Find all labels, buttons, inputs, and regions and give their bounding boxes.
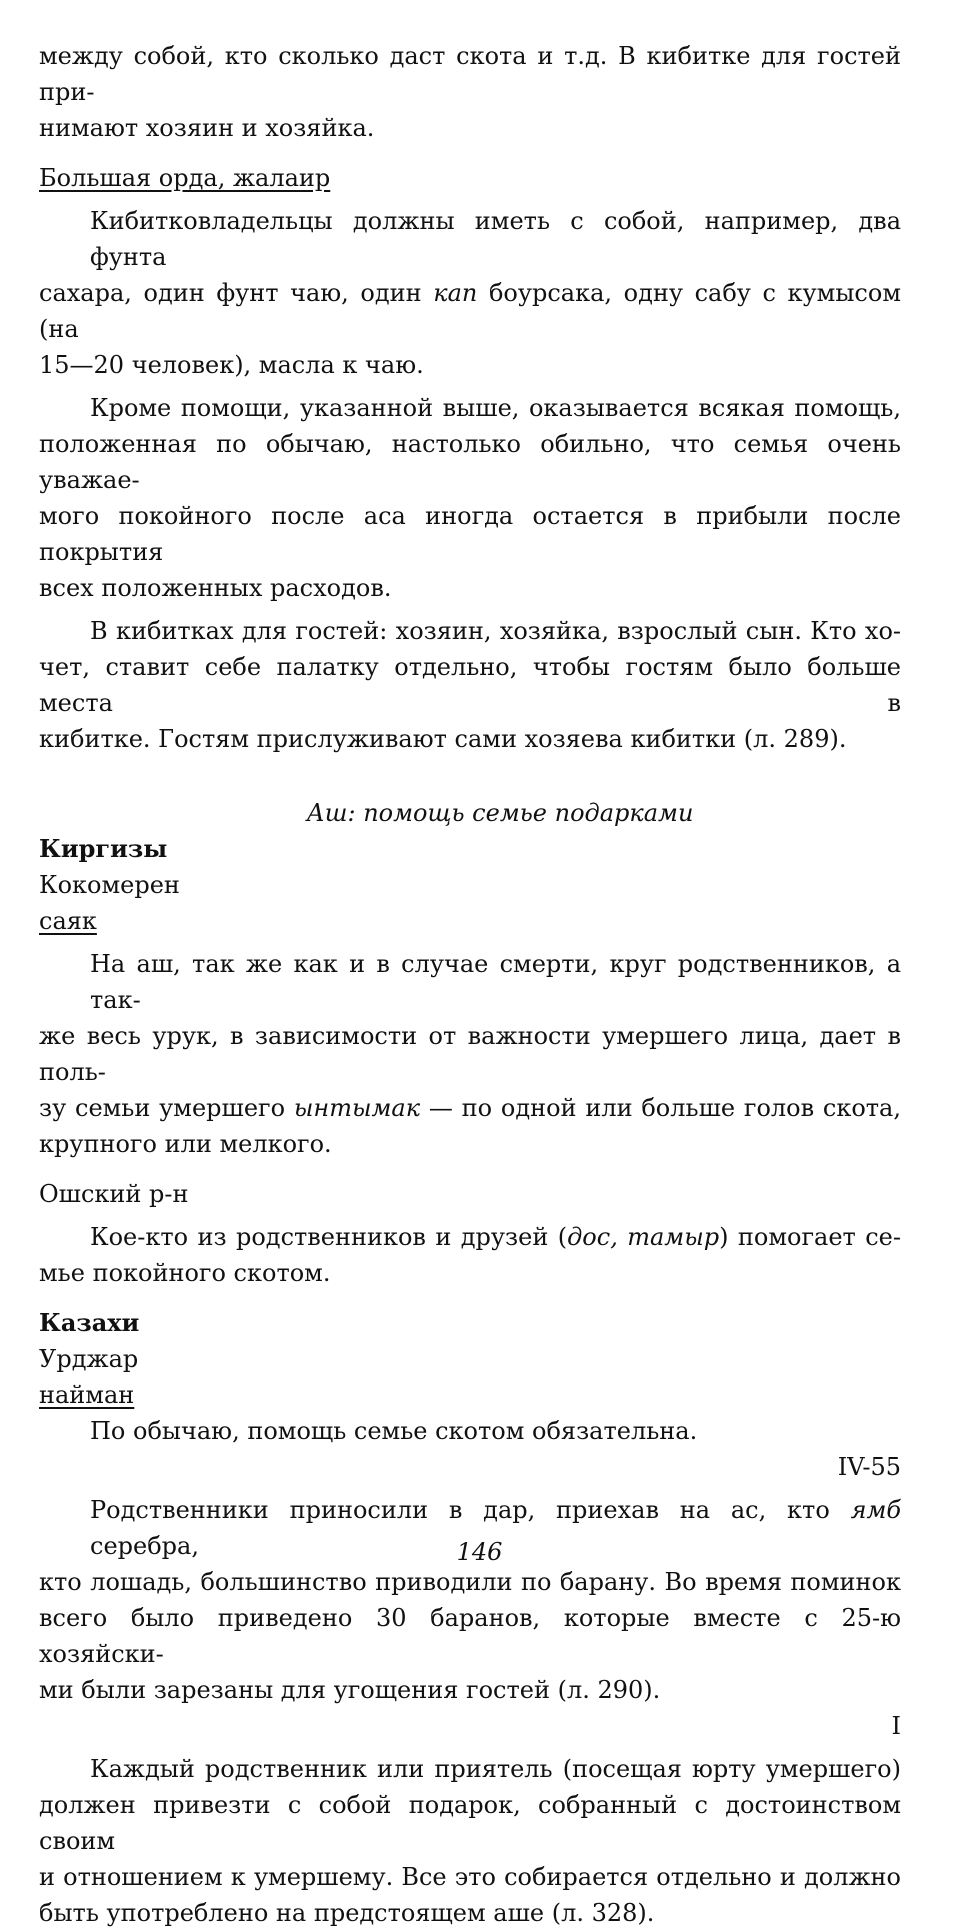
text-line: кто лошадь, большинство приводили по барану. Во время поминок	[39, 1568, 901, 1596]
paragraph-3	[39, 390, 901, 606]
text-line: 15—20 человек), масла к чаю.	[39, 351, 424, 379]
text-run: ) помогает се-	[719, 1223, 901, 1251]
section-title: Аш: помощь семье подарками	[306, 799, 694, 827]
text-line: крупного или мелкого.	[39, 1130, 332, 1158]
text-line: нимают хозяин и хозяйка.	[39, 114, 375, 142]
text-run: боурсака, одну сабу с кумысом (на	[39, 279, 901, 343]
text-line: положенная по обычаю, настолько обильно, что семья очень уважае-	[39, 430, 901, 494]
text-run: сахара, один фунт чаю, один	[39, 279, 434, 307]
reference-code: IV-55	[837, 1453, 901, 1481]
text-line: ми были зарезаны для угощения гостей (л. 290).	[39, 1676, 661, 1704]
text-line: между собой, кто сколько даст скота и т.д. В кибитке для гостей при-	[39, 42, 901, 106]
text-line: должен привезти с собой подарок, собранный с достоинством своим	[39, 1791, 901, 1855]
paragraph-9	[39, 1751, 901, 1931]
paragraph-1	[39, 38, 901, 146]
text-line: кибитке. Гостям прислуживают сами хозяева кибитки (л. 289).	[39, 725, 847, 753]
text-line: же весь урук, в зависимости от важности умершего лица, дает в поль-	[39, 1022, 901, 1086]
text-run: зу семьи умершего	[39, 1094, 294, 1122]
text-line: всего было приведено 30 баранов, которые вместе с 25-ю хозяйски-	[39, 1604, 901, 1668]
paragraph-7: По обычаю, помощь семье скотом обязательна.	[90, 1417, 698, 1445]
text-line: всех положенных расходов.	[39, 574, 392, 602]
group-kirgiz	[39, 831, 901, 939]
text-run: Родственники приносили в дар, приехав на ас, кто	[90, 1496, 851, 1524]
text-line: быть употреблено на предстоящем аше (л. 328).	[39, 1899, 655, 1927]
text-line: мье покойного скотом.	[39, 1259, 331, 1287]
page-body	[39, 38, 901, 1931]
place-heading: Урджар	[39, 1345, 139, 1373]
people-heading: Казахи	[39, 1308, 140, 1337]
text-run: — по одной или больше голов скота,	[420, 1094, 901, 1122]
text-run: серебра,	[90, 1532, 199, 1560]
location-heading-osh: Ошский р-н	[39, 1180, 189, 1208]
text-line: мого покойного после аса иногда остается в прибыли после покрытия	[39, 502, 901, 566]
text-line: На аш, так же как и в случае смерти, круг родственников, а так-	[90, 950, 901, 1014]
paragraph-6	[39, 1219, 901, 1291]
term-yamb: ямб	[850, 1496, 901, 1524]
text-line: Каждый родственник или приятель (посещая юрту умершего)	[90, 1755, 901, 1783]
paragraph-4	[39, 613, 901, 757]
place-heading: Кокомерен	[39, 871, 180, 899]
paragraph-5	[39, 946, 901, 1162]
text-line	[39, 1090, 901, 1126]
people-heading: Киргизы	[39, 834, 168, 863]
text-line: чет, ставит себе палатку отдельно, чтобы гостям было больше места в	[39, 653, 901, 717]
term-dos-tamyr: дос, тамыр	[567, 1223, 720, 1251]
tribe-heading: найман	[39, 1381, 135, 1409]
text-line: и отношением к умершему. Все это собирается отдельно и должно	[39, 1863, 901, 1891]
group-kazakh	[39, 1305, 901, 1413]
location-heading-big-horde: Большая орда, жалаир	[39, 164, 331, 192]
paragraph-8	[39, 1492, 901, 1708]
text-line: В кибитках для гостей: хозяин, хозяйка, взрослый сын. Кто хо-	[90, 617, 901, 645]
term-yntymak: ынтымак	[293, 1094, 421, 1122]
text-run: Кое-кто из родственников и друзей (	[90, 1223, 568, 1251]
reference-code: I	[891, 1712, 901, 1740]
term-kap: кап	[433, 279, 478, 307]
text-line: Кибитковладельцы должны иметь с собой, например, два фунта	[90, 207, 901, 271]
text-line: Кроме помощи, указанной выше, оказывается всякая помощь,	[90, 394, 901, 422]
text-line	[39, 1219, 901, 1255]
paragraph-2	[39, 203, 901, 383]
tribe-heading: саяк	[39, 907, 97, 935]
page-number: 146	[456, 1538, 503, 1566]
text-line	[39, 275, 901, 347]
